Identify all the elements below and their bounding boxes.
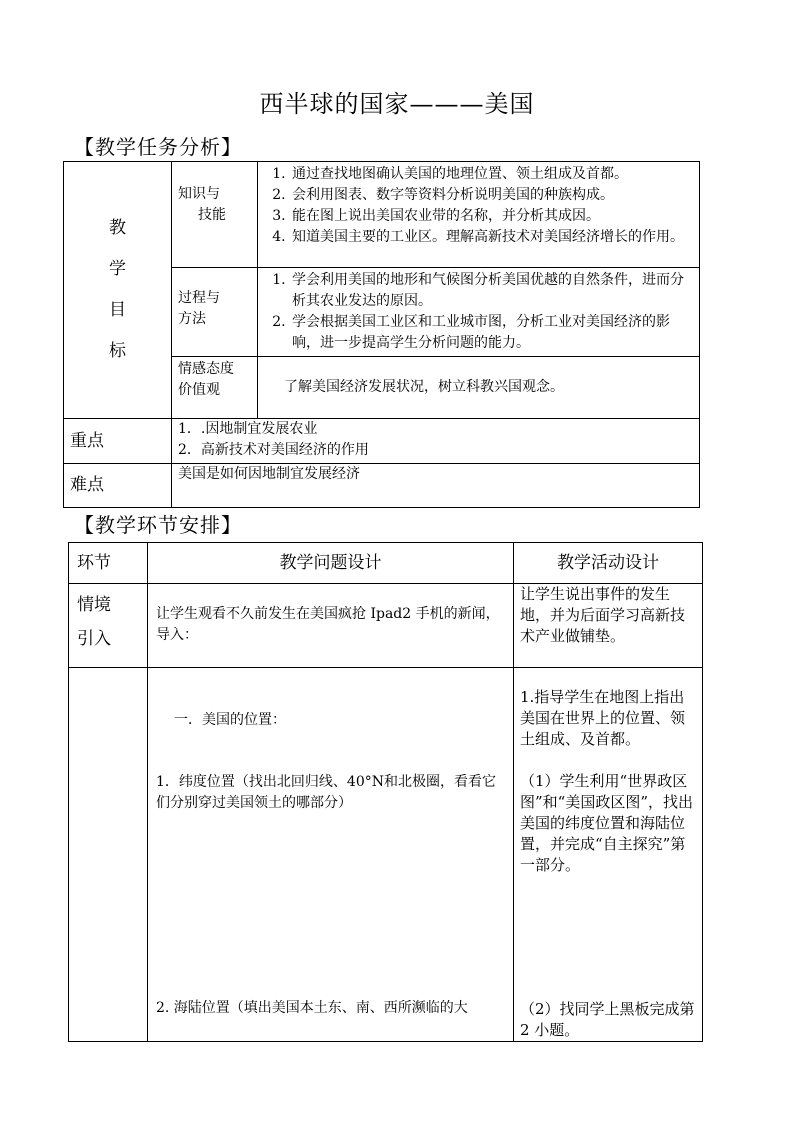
objectives-char: 目	[109, 300, 126, 320]
knowledge-item: 4. 知道美国主要的工业区。理解高新技术对美国经济增长的作用。	[290, 227, 693, 248]
intro-question: 让学生观看不久前发生在美国疯抢 Ipad2 手机的新闻，导入：	[148, 584, 514, 668]
header-question-design: 教学问题设计	[148, 543, 514, 584]
key-points-items	[172, 419, 700, 464]
key-point-item: 2．高新技术对美国经济的作用	[178, 442, 369, 458]
intro-stage-line2: 引入	[77, 629, 111, 649]
header-activity-design: 教学活动设计	[514, 543, 703, 584]
header-stage: 环节	[69, 543, 148, 584]
knowledge-label-line2: 技能	[198, 207, 226, 223]
emotion-text: 了解美国经济发展状况，树立科教兴国观念。	[258, 357, 700, 419]
process-item: 1. 学会利用美国的地形和气候图分析美国优越的自然条件，进而分析其农业发达的原因。	[290, 270, 693, 312]
intro-activity: 让学生说出事件的发生地，并为后面学习高新技术产业做铺垫。	[514, 584, 703, 668]
activity-item-2: （1）学生利用“世界政区图”和“美国政区图”，找出美国的纬度位置和海陆位置，并完成“自主探究”第一部分。	[520, 772, 694, 874]
knowledge-item: 2. 会利用图表、数字等资料分析说明美国的种族构成。	[290, 185, 693, 206]
activity-item-3: （2）找同学上黑板完成第 2 小题。	[520, 1000, 695, 1039]
process-label-line1: 过程与	[178, 290, 220, 306]
question-item-latitude: 1．纬度位置（找出北回归线、40°N和北极圈，看看它们分别穿过美国领土的哪部分）	[156, 774, 496, 811]
emotion-label-line1: 情感态度	[178, 361, 234, 377]
process-label-line2: 方法	[178, 311, 206, 327]
difficulty-label: 难点	[64, 464, 172, 508]
activity-item-1: 1.指导学生在地图上指出美国在世界上的位置、领土组成、及首都。	[520, 688, 686, 748]
intro-stage	[69, 584, 148, 668]
process-item: 2. 学会根据美国工业区和工业城市图，分析工业对美国经济的影响，进一步提高学生分析问题的能力。	[290, 312, 693, 354]
question-item-sea-land: 2. 海陆位置（填出美国本土东、南、西所濒临的大	[156, 1000, 468, 1016]
objectives-char: 学	[109, 259, 126, 279]
process-items	[258, 268, 700, 357]
emotion-label-line2: 价值观	[178, 382, 220, 398]
main-stage	[69, 668, 148, 1042]
section-heading-arrangement: 【教学环节安排】	[74, 513, 242, 537]
process-label	[172, 268, 258, 357]
arrangement-table	[68, 542, 703, 1042]
intro-stage-line1: 情境	[77, 595, 111, 615]
main-question	[148, 668, 514, 1042]
section-heading-task-analysis: 【教学任务分析】	[74, 135, 242, 159]
difficulty-text: 美国是如何因地制宜发展经济	[172, 464, 700, 508]
knowledge-item: 1. 通过查找地图确认美国的地理位置、领土组成及首都。	[290, 164, 693, 185]
objectives-char: 教	[109, 218, 126, 238]
objectives-label	[64, 162, 172, 419]
page-title: 西半球的国家———美国	[259, 90, 535, 118]
knowledge-label	[172, 162, 258, 268]
task-analysis-table	[63, 161, 700, 499]
knowledge-item: 3. 能在图上说出美国农业带的名称，并分析其成因。	[290, 206, 693, 227]
objectives-char: 标	[109, 341, 126, 361]
emotion-label	[172, 357, 258, 419]
main-activity	[514, 668, 703, 1042]
key-points-label: 重点	[64, 419, 172, 464]
key-point-item: 1．.因地制宜发展农业	[178, 421, 318, 437]
question-heading: 一．美国的位置：	[174, 712, 286, 728]
knowledge-items	[258, 162, 700, 268]
knowledge-label-line1: 知识与	[178, 186, 220, 202]
